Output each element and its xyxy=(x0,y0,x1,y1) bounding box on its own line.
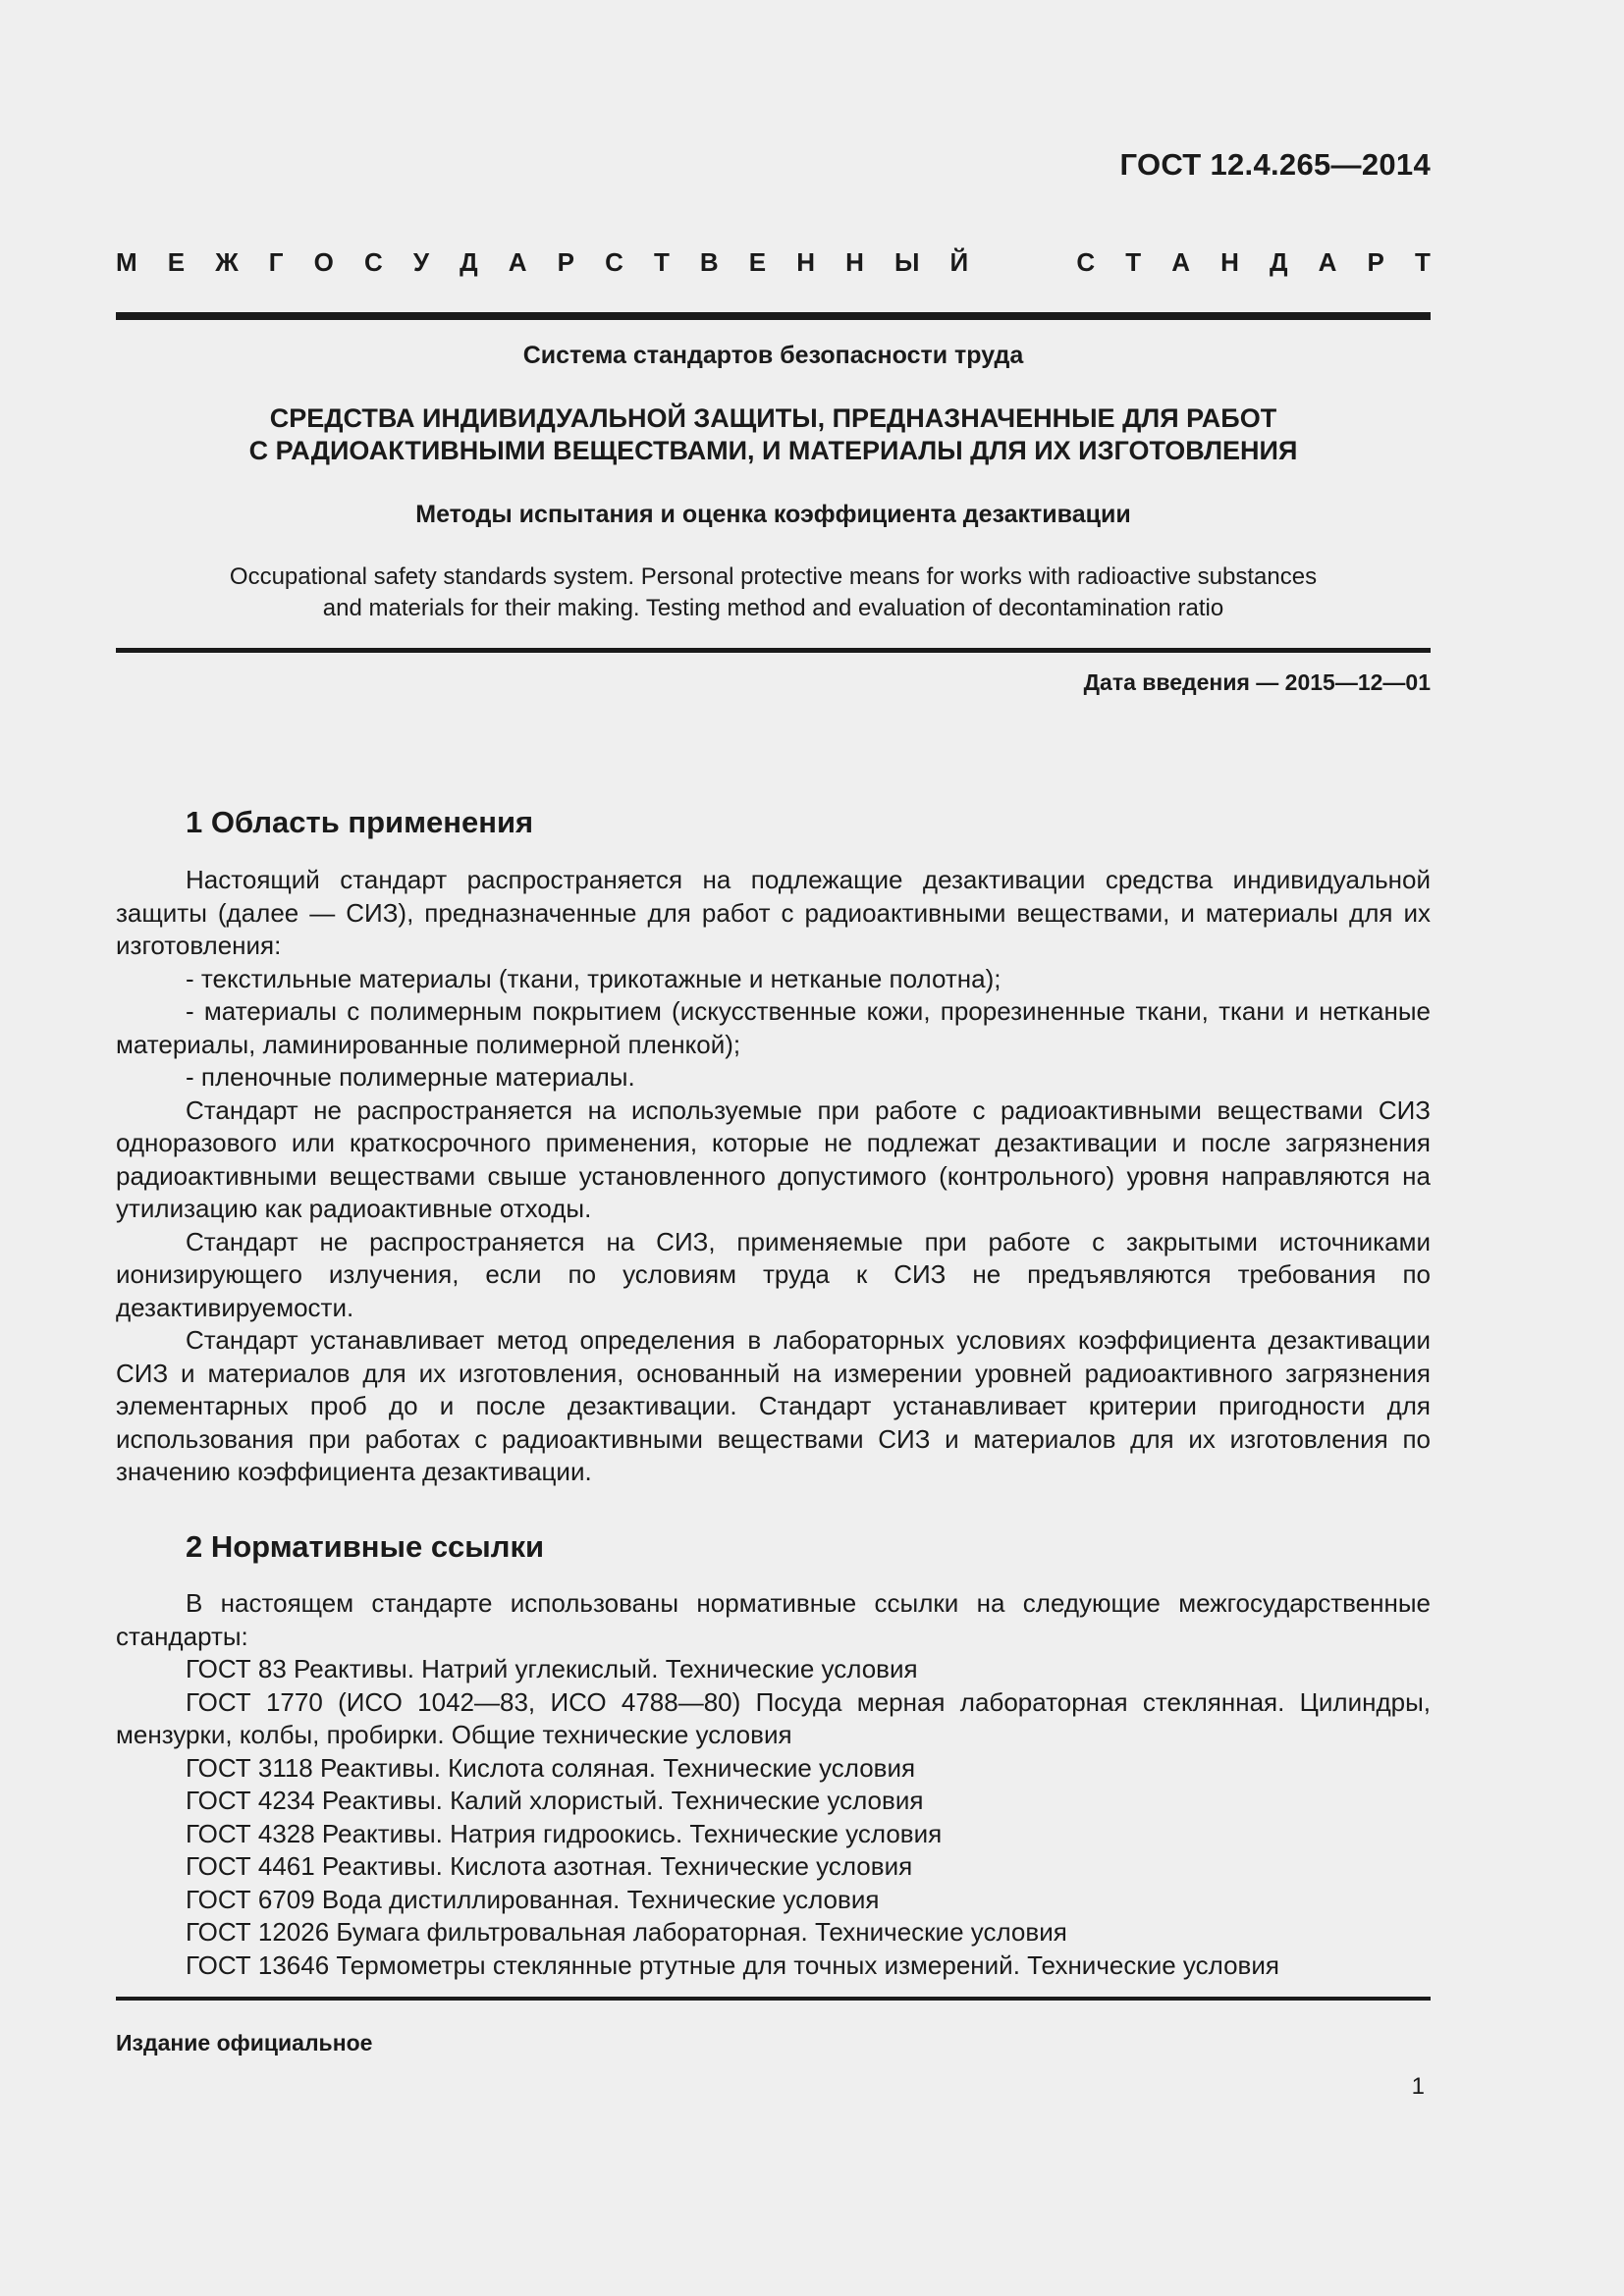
top-divider xyxy=(116,312,1431,320)
reference-item: ГОСТ 3118 Реактивы. Кислота соляная. Технические условия xyxy=(186,1752,916,1783)
reference-item: ГОСТ 4328 Реактивы. Натрия гидроокись. Технические условия xyxy=(186,1818,943,1848)
heading-letter: В xyxy=(699,247,719,277)
section-heading-scope: 1 Область применения xyxy=(186,805,534,839)
heading-word-gap xyxy=(999,247,1046,278)
heading-letter: Н xyxy=(845,247,864,277)
heading-letter: Н xyxy=(1220,247,1239,277)
heading-letter: Н xyxy=(796,247,816,277)
doc-number: ГОСТ 12.4.265—2014 xyxy=(1119,147,1431,182)
section-heading-references: 2 Нормативные ссылки xyxy=(186,1529,545,1564)
document-title-line: СРЕДСТВА ИНДИВИДУАЛЬНОЙ ЗАЩИТЫ, ПРЕДНАЗНАЧЕННЫЕ ДЛЯ РАБОТ xyxy=(269,403,1277,433)
heading-letter: С xyxy=(605,247,623,277)
heading-letter: Ы xyxy=(893,247,920,277)
heading-letter: Р xyxy=(1367,247,1384,277)
section-body-references xyxy=(116,1587,1431,1982)
heading-letter: А xyxy=(1318,247,1337,277)
paragraph: В настоящем стандарте использованы нормативные ссылки на следующие межгосударственные стандарты: xyxy=(116,1588,1431,1651)
reference-item: ГОСТ 4234 Реактивы. Калий хлористый. Технические условия xyxy=(186,1786,924,1815)
english-title xyxy=(116,561,1431,624)
paragraph: Стандарт не распространяется на используемые при работе с радиоактивными веществами СИЗ одноразового или краткосрочного применения, которые не подлежат дезактивации и после загрязнения радиоактивными веществами свыше установленного допустимого (контрольного) уровня направляются на утилизацию как радиоактивные отходы. xyxy=(116,1095,1431,1223)
section-body-scope xyxy=(116,864,1431,1489)
heading-letter: У xyxy=(412,247,430,277)
reference-item: ГОСТ 1770 (ИСО 1042—83, ИСО 4788—80) Посуда мерная лабораторная стеклянная. Цилиндры, мензурки, колбы, пробирки. Общие технические условия xyxy=(116,1686,1431,1749)
paragraph: Настоящий стандарт распространяется на подлежащие дезактивации средства индивидуальной защиты (далее — СИЗ), предназначенные для работ с радиоактивными веществами, и материалы для их изготовления: xyxy=(116,865,1431,960)
document-title xyxy=(116,402,1431,467)
heading-letter: Е xyxy=(167,247,186,277)
reference-item: ГОСТ 83 Реактивы. Натрий углекислый. Технические условия xyxy=(186,1654,918,1683)
reference-item: ГОСТ 6709 Вода дистиллированная. Технические условия xyxy=(186,1884,880,1914)
heading-letter: Т xyxy=(1125,247,1142,277)
list-item: - текстильные материалы (ткани, трикотажные и нетканые полотна); xyxy=(186,963,1001,993)
standards-system-title: Система стандартов безопасности труда xyxy=(522,342,1024,369)
heading-letter: Д xyxy=(460,247,478,277)
heading-letter: Т xyxy=(1414,247,1431,277)
introduction-date: Дата введения — 2015—12—01 xyxy=(1083,669,1431,695)
heading-letter: С xyxy=(363,247,383,277)
page-number: 1 xyxy=(1411,2073,1425,2100)
paragraph: Стандарт устанавливает метод определения в лабораторных условиях коэффициента дезактивации СИЗ и материалов для их изготовления, основанный на измерении уровней радиоактивного загрязнения элементарных проб до и после дезактивации. Стандарт устанавливает критерии пригодности для использования при работах с радиоактивными веществами СИЗ и материалов для их изготовления по значению коэффициента дезактивации. xyxy=(116,1325,1431,1486)
title-divider xyxy=(116,648,1431,653)
heading-letter: С xyxy=(1076,247,1096,277)
heading-letter: Е xyxy=(748,247,767,277)
heading-letter: Й xyxy=(949,247,969,277)
heading-letter: А xyxy=(508,247,527,277)
reference-item: ГОСТ 4461 Реактивы. Кислота азотная. Технические условия xyxy=(186,1851,913,1881)
english-title-line: Occupational safety standards system. Personal protective means for works with radioactive substances xyxy=(229,563,1318,590)
list-item: - пленочные полимерные материалы. xyxy=(186,1062,635,1092)
heading-letter: Р xyxy=(557,247,574,277)
interstate-standard-heading xyxy=(116,247,1431,278)
heading-letter: О xyxy=(313,247,334,277)
reference-item: ГОСТ 13646 Термометры стеклянные ртутные для точных измерений. Технические условия xyxy=(186,1949,1279,1980)
heading-letter: Т xyxy=(653,247,670,277)
heading-letter: Д xyxy=(1270,247,1288,277)
english-title-line: and materials for their making. Testing method and evaluation of decontamination ratio xyxy=(322,595,1224,621)
document-subtitle: Методы испытания и оценка коэффициента дезактивации xyxy=(415,501,1131,528)
heading-letter: А xyxy=(1171,247,1191,277)
paragraph: Стандарт не распространяется на СИЗ, применяемые при работе с закрытыми источниками ионизирующего излучения, если по условиям труда к СИЗ не предъявляются требования по дезактивируемости. xyxy=(116,1226,1431,1322)
official-edition-label: Издание официальное xyxy=(116,2030,373,2056)
heading-letter: М xyxy=(116,247,137,277)
footer-divider xyxy=(116,1997,1431,2001)
document-title-line: С РАДИОАКТИВНЫМИ ВЕЩЕСТВАМИ, И МАТЕРИАЛЫ ДЛЯ ИХ ИЗГОТОВЛЕНИЯ xyxy=(248,436,1298,465)
heading-letter: Г xyxy=(268,247,284,277)
heading-letter: Ж xyxy=(215,247,239,277)
document-page xyxy=(116,0,1431,2296)
reference-item: ГОСТ 12026 Бумага фильтровальная лабораторная. Технические условия xyxy=(186,1917,1067,1947)
list-item: - материалы с полимерным покрытием (искусственные кожи, прорезиненные ткани, ткани и нетканые материалы, ламинированные полимерной пленкой); xyxy=(116,996,1431,1059)
